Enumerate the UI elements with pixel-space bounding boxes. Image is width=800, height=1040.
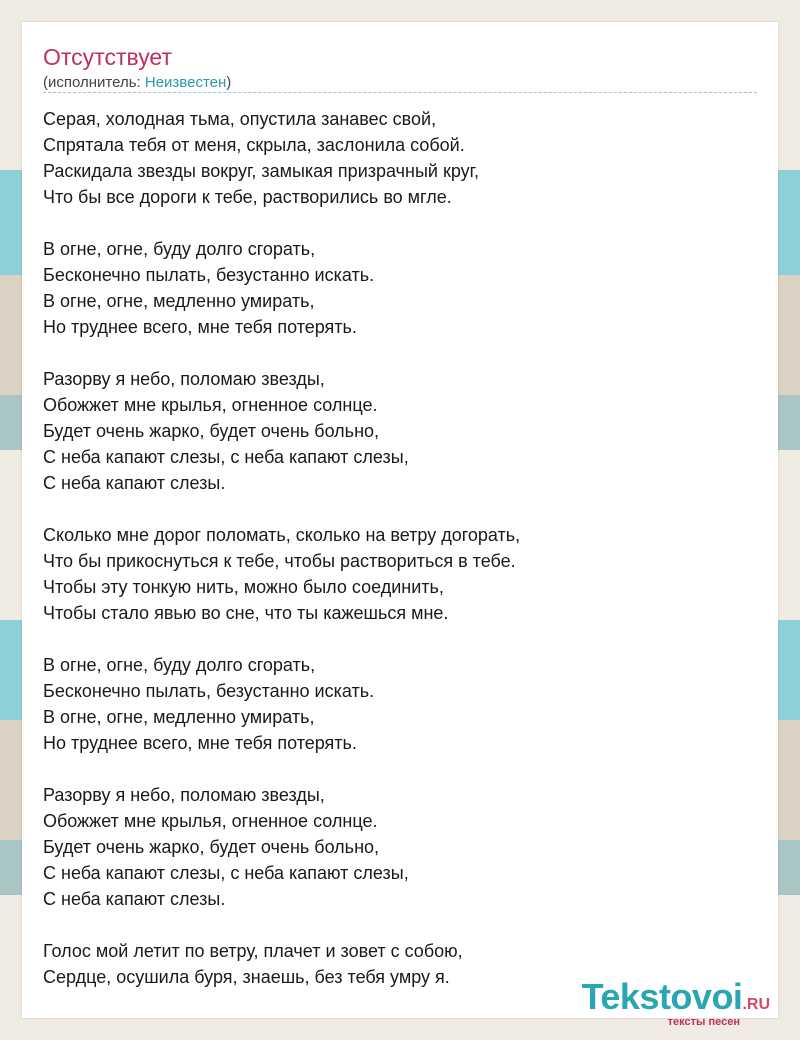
lyric-line: Раскидала звезды вокруг, замыкая призрачный круг,: [43, 161, 479, 181]
lyric-line: Разорву я небо, поломаю звезды,: [43, 785, 325, 805]
lyric-line: Обожжет мне крылья, огненное солнце.: [43, 395, 378, 415]
lyric-line: Сколько мне дорог поломать, сколько на ветру догорать,: [43, 525, 521, 545]
artist-link[interactable]: Неизвестен: [144, 74, 227, 91]
performer-suffix: ): [226, 74, 232, 91]
stanza: [43, 236, 757, 340]
lyric-line: Серая, холодная тьма, опустила занавес свой,: [43, 109, 437, 129]
lyric-line: Обожжет мне крылья, огненное солнце.: [43, 811, 378, 831]
logo-tagline: тексты песен: [667, 1016, 740, 1028]
lyric-line: С неба капают слезы, с неба капают слезы,: [43, 447, 409, 467]
lyric-line: В огне, огне, буду долго сгорать,: [43, 655, 316, 675]
performer-prefix: (исполнитель:: [43, 74, 145, 91]
stanza: [43, 522, 757, 626]
stanza: [43, 782, 757, 912]
lyric-line: С неба капают слезы.: [43, 473, 226, 493]
lyric-line: Что бы все дороги к тебе, растворились во мгле.: [43, 187, 452, 207]
lyric-line: Будет очень жарко, будет очень больно,: [43, 421, 380, 441]
stanza: [43, 652, 757, 756]
lyric-line: Сердце, осушила буря, знаешь, без тебя умру я.: [43, 967, 450, 987]
lyric-line: В огне, огне, медленно умирать,: [43, 291, 315, 311]
lyric-line: Бесконечно пылать, безустанно искать.: [43, 681, 375, 701]
lyric-line: Что бы прикоснуться к тебе, чтобы раствориться в тебе.: [43, 551, 516, 571]
stanza: [43, 106, 757, 210]
lyrics-card: [22, 22, 778, 1028]
lyric-line: Чтобы эту тонкую нить, можно было соединить,: [43, 577, 444, 597]
lyric-line: Бесконечно пылать, безустанно искать.: [43, 265, 375, 285]
lyric-line: Но труднее всего, мне тебя потерять.: [43, 733, 357, 753]
song-title: Отсутствует: [43, 44, 172, 70]
lyric-line: Чтобы стало явью во сне, что ты кажешься мне.: [43, 603, 449, 623]
logo-text: Tekstovoi: [581, 976, 743, 1017]
lyric-line: Голос мой летит по ветру, плачет и зовет с собою,: [43, 941, 463, 961]
lyric-line: С неба капают слезы, с неба капают слезы,: [43, 863, 409, 883]
lyric-line: Будет очень жарко, будет очень больно,: [43, 837, 380, 857]
lyrics-body: [43, 106, 757, 1016]
lyric-line: Но труднее всего, мне тебя потерять.: [43, 317, 357, 337]
lyric-line: Спрятала тебя от меня, скрыла, заслонила собой.: [43, 135, 465, 155]
lyric-line: В огне, огне, медленно умирать,: [43, 707, 315, 727]
site-logo[interactable]: [581, 976, 770, 1028]
lyric-line: Разорву я небо, поломаю звезды,: [43, 369, 325, 389]
title-divider: [43, 92, 757, 93]
stanza: [43, 366, 757, 496]
lyric-line: В огне, огне, буду долго сгорать,: [43, 239, 316, 259]
lyric-line: С неба капают слезы.: [43, 889, 226, 909]
logo-tld: .RU: [742, 996, 770, 1013]
performer-line: [43, 74, 231, 91]
